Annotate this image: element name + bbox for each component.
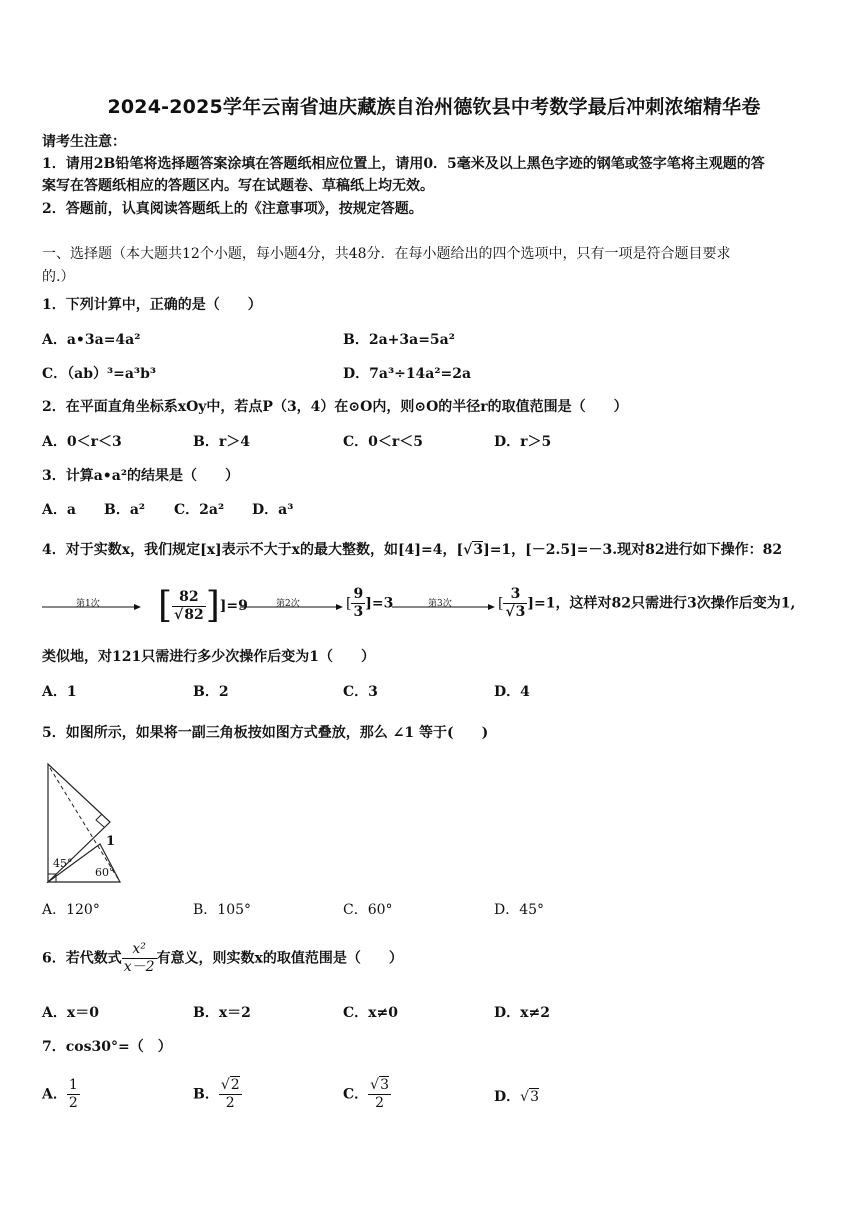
q4-fraction-2 [351, 586, 365, 621]
q4-option-d[interactable]: D．4 [494, 684, 530, 700]
q7-c-label: C． [343, 1086, 369, 1103]
q4-expr-2 [346, 586, 393, 621]
q7-option-a[interactable] [42, 1077, 80, 1112]
q4-bracket-open-2: [ [346, 595, 352, 612]
q4-f2-den: 3 [353, 604, 364, 620]
q3-option-d[interactable]: D．a³ [252, 502, 294, 518]
q4-expr-3 [498, 586, 795, 621]
q1-stem: 1．下列计算中，正确的是（ ） [42, 297, 262, 313]
section-heading-cont: 的.） [42, 269, 75, 285]
q7-stem: 7．cos30°=（ ） [42, 1039, 172, 1055]
q4-stem-part-b: ]=1，[－2.5]=－3.现对82进行如下操作：82 [483, 542, 783, 558]
q4-bracket-close-1: ] [205, 585, 220, 626]
q7-c-den: 2 [375, 1095, 385, 1111]
q6-stem [42, 941, 403, 976]
q5-option-a[interactable]: A．120° [42, 902, 100, 918]
q4-step-3-label: 第3次 [428, 599, 452, 609]
q4-step-2-label: 第2次 [276, 599, 300, 609]
q4-f2-num: 9 [353, 586, 364, 602]
q4-eq-2: ]=3 [365, 595, 394, 612]
q5-angle-1-label: 1 [106, 834, 116, 849]
q2-option-a[interactable]: A．0＜r＜3 [42, 434, 122, 450]
q7-b-label: B． [193, 1086, 219, 1103]
q7-a-fraction [67, 1077, 80, 1112]
q7-d-sqrt-symbol: √ [520, 1089, 530, 1105]
q4-option-a[interactable]: A．1 [42, 684, 77, 700]
q1-option-a[interactable]: A．a•3a=4a² [42, 332, 141, 348]
q4-option-b[interactable]: B．2 [193, 684, 229, 700]
q4-expr-1 [158, 586, 248, 626]
q4-stem-part-a: 4．对于实数x，我们规定[x]表示不大于x的最大整数，如[4]=4，[ [42, 542, 464, 558]
q7-option-b[interactable] [193, 1077, 242, 1112]
notice-line-2: 2．答题前，认真阅读答题纸上的《注意事项》，按规定答题。 [42, 201, 423, 217]
q6-option-d[interactable]: D．x≠2 [494, 1005, 550, 1021]
q5-stem: 5．如图所示，如果将一副三角板按如图方式叠放，那么 ∠1 等于( ) [42, 725, 489, 741]
q5-option-d[interactable]: D．45° [494, 902, 545, 918]
q7-c-num-value: 3 [380, 1077, 389, 1093]
q6-fraction [122, 941, 157, 976]
q4-bracket-open-3: [ [498, 595, 504, 612]
q6-stem-part-b: 有意义，则实数x的取值范围是（ ） [156, 950, 403, 967]
notice-line-1: 1．请用2B铅笔将选择题答案涂填在答题纸相应位置上，请用0．5毫米及以上黑色字迹的钢笔或签字笔将主观题的答 [42, 156, 765, 172]
q4-stem [42, 541, 782, 559]
q4-f1-num: 82 [172, 589, 206, 607]
section-heading: 一、选择题（本大题共12个小题，每小题4分，共48分．在每小题给出的四个选项中，只有一项是符合题目要求 [42, 246, 731, 262]
notice-heading: 请考生注意： [42, 134, 126, 150]
q4-f1-den-value: 82 [184, 606, 204, 623]
q7-a-num: 1 [68, 1077, 78, 1093]
q7-option-d[interactable] [494, 1088, 539, 1106]
q4-step-1-label: 第1次 [76, 599, 100, 609]
q6-option-a[interactable]: A．x＝0 [42, 1005, 99, 1021]
q7-a-label: A． [42, 1086, 67, 1103]
q5-option-b[interactable]: B．105° [193, 902, 252, 918]
q2-option-b[interactable]: B．r＞4 [193, 434, 250, 450]
q7-d-sqrt-value: 3 [530, 1089, 539, 1105]
q4-tail: 类似地，对121只需进行多少次操作后变为1（ ） [42, 649, 375, 665]
q7-b-fraction [219, 1077, 242, 1112]
q4-fraction-1 [172, 589, 206, 624]
q4-f3-num: 3 [503, 586, 527, 604]
q4-bracket-open-1: [ [158, 585, 173, 626]
q7-option-c[interactable] [343, 1077, 391, 1112]
q7-a-den: 2 [68, 1095, 78, 1111]
q7-d-label: D． [494, 1089, 521, 1105]
q4-eq-3: ]=1，这样对82只需进行3次操作后变为1, [527, 595, 796, 612]
q2-option-d[interactable]: D．r＞5 [494, 434, 552, 450]
q6-den: x－2 [123, 959, 155, 975]
q1-option-d[interactable]: D．7a³÷14a²=2a [343, 366, 472, 382]
q4-sqrt-value: 3 [473, 542, 484, 558]
q1-option-c[interactable]: C．（ab）³=a³b³ [42, 366, 156, 382]
q2-option-c[interactable]: C．0＜r＜5 [343, 434, 424, 450]
q5-option-c[interactable]: C．60° [343, 902, 393, 918]
q7-c-fraction [368, 1077, 391, 1112]
q4-option-c[interactable]: C．3 [343, 684, 378, 700]
q6-num: x² [122, 941, 157, 959]
q7-b-den: 2 [225, 1095, 235, 1111]
q4-fraction-3 [503, 586, 527, 621]
q6-option-b[interactable]: B．x＝2 [193, 1005, 251, 1021]
q3-stem: 3．计算a•a²的结果是（ ） [42, 468, 239, 484]
q5-angle-45-label: 45° [53, 857, 73, 870]
q4-f3-den-value: 3 [515, 604, 526, 620]
q4-sqrt-symbol: √ [463, 542, 473, 558]
q7-c-num: √3 [370, 1077, 389, 1093]
q6-option-c[interactable]: C．x≠0 [343, 1005, 398, 1021]
q4-eq-1: ]=9 [219, 598, 248, 614]
q2-stem: 2．在平面直角坐标系xOy中，若点P（3，4）在⊙O内，则⊙O的半径r的取值范围是（ ） [42, 399, 628, 415]
q7-b-num: √2 [220, 1077, 240, 1093]
notice-line-1b: 案写在答题纸相应的答题区内。写在试题卷、草稿纸上均无效。 [42, 178, 434, 194]
q3-option-b[interactable]: B．a² [104, 502, 146, 518]
page-title: 2024-2025学年云南省迪庆藏族自治州德钦县中考数学最后冲刺浓缩精华卷 [107, 96, 761, 118]
q4-f3-den: √3 [505, 604, 526, 620]
q3-option-a[interactable]: A．a [42, 502, 76, 518]
q6-stem-part-a: 6．若代数式 [42, 950, 122, 967]
q7-b-num-value: 2 [230, 1077, 240, 1093]
q4-f1-den: √82 [174, 606, 204, 623]
q5-angle-60-label: 60° [95, 866, 115, 879]
q3-option-c[interactable]: C．2a² [174, 502, 225, 518]
q1-option-b[interactable]: B．2a+3a=5a² [343, 332, 455, 348]
